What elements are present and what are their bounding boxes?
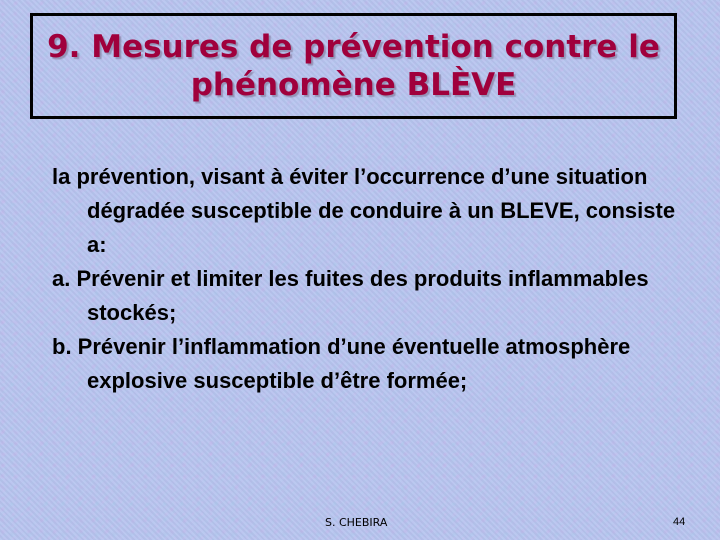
slide-title-line-2: phénomène BLÈVE: [190, 67, 517, 103]
intro-paragraph: la prévention, visant à éviter l’occurrence d’une situation dégradée susceptible de conduire à un BLEVE, consiste a:: [52, 164, 676, 257]
slide-title-line-1: 9. Mesures de prévention contre le: [47, 29, 660, 65]
list-item-a: a. Prévenir et limiter les fuites des produits inflammables stockés;: [52, 266, 649, 325]
list-item-b: b. Prévenir l’inflammation d’une éventuelle atmosphère explosive susceptible d’être formée;: [52, 334, 631, 393]
footer-author: S. CHEBIRA: [325, 516, 388, 529]
page-number: 44: [673, 516, 686, 528]
title-box: [30, 13, 677, 119]
slide-body: [52, 160, 692, 398]
